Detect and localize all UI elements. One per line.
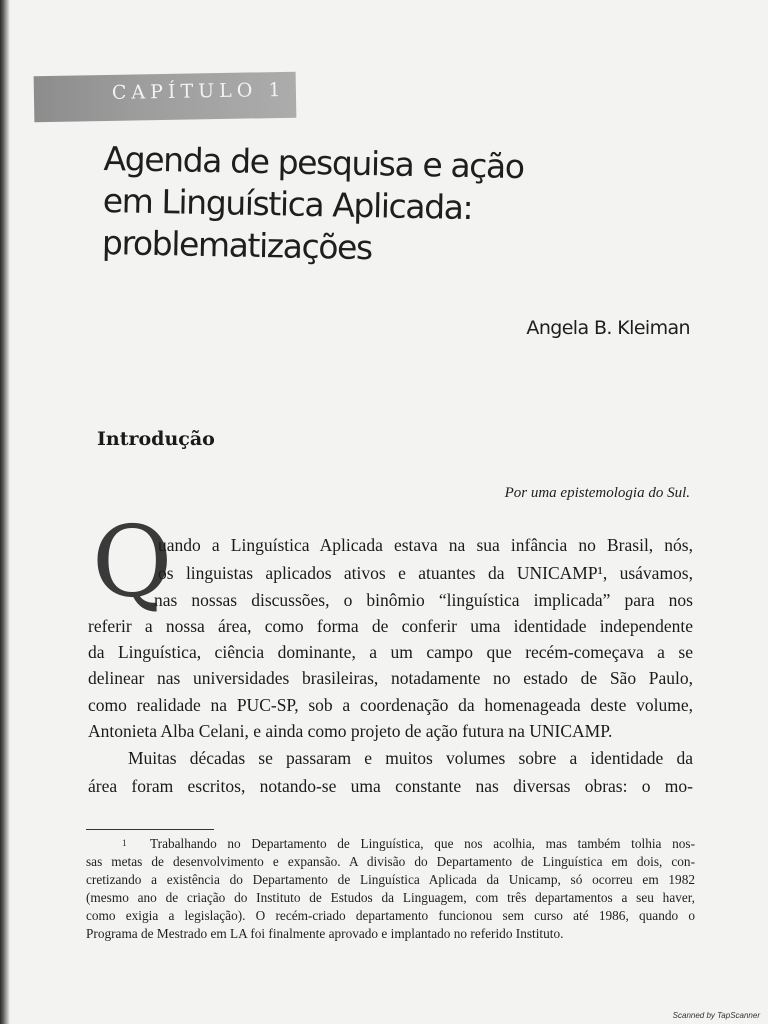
section-heading: Introdução — [97, 428, 215, 450]
body-text-line: referir a nossa área, como forma de conferir uma identidade independente — [88, 616, 693, 636]
body-text-line: uando a Linguística Aplicada estava na sua infância no Brasil, nós, — [158, 535, 693, 555]
footnote-line: Trabalhando no Departamento de Linguística, que nos acolhia, mas também tolhia nos- — [150, 836, 695, 851]
chapter-title — [102, 138, 664, 275]
epigraph: Por uma epistemologia do Sul. — [504, 485, 690, 501]
chapter-title-line-3: problematizações — [101, 222, 373, 268]
body-text-line: delinear nas universidades brasileiras, notadamente no estado de São Paulo, — [88, 668, 693, 688]
footnote-line: (mesmo ano de criação do Instituto de Estudos da Linguagem, com três departamentos a seu haver, — [86, 890, 695, 905]
author-name: Angela B. Kleiman — [526, 317, 690, 339]
footnote-line: Programa de Mestrado em LA foi finalmente aprovado e implantado no referido Instituto. — [86, 926, 564, 941]
body-text-line: Muitas décadas se passaram e muitos volumes sobre a identidade da — [128, 748, 693, 768]
footnote-line: cretizando a existência do Departamento de Linguística Aplicada da Unicamp, só ocorreu em 1982 — [86, 872, 695, 887]
body-text-line: os linguistas aplicados ativos e atuantes da UNICAMP¹, usávamos, — [158, 563, 693, 583]
footnote-line: como exigia a legislação). O recém-criado departamento funcionou sem curso até 1986, quando o — [86, 908, 695, 923]
page-edge-shadow — [0, 0, 10, 1024]
body-text-line: como realidade na PUC-SP, sob a coordenação da homenageada deste volume, — [88, 695, 693, 715]
scanner-watermark: Scanned by TapScanner — [672, 1011, 760, 1020]
body-text-line: área foram escritos, notando-se uma constante nas diversas obras: o mo- — [88, 776, 693, 796]
footnote-line: sas metas de desenvolvimento e expansão. A divisão do Departamento de Linguística em dois, con- — [86, 854, 695, 869]
drop-cap: Q — [92, 506, 173, 620]
body-text-line: Antonieta Alba Celani, e ainda como projeto de ação futura na UNICAMP. — [88, 721, 613, 741]
chapter-label: CAPÍTULO 1 — [111, 78, 286, 104]
chapter-title-line-1: Agenda de pesquisa e ação — [103, 138, 524, 187]
body-text-line: nas nossas discussões, o binômio “linguística implicada” para nos — [154, 590, 693, 610]
footnote-marker: 1 — [122, 838, 127, 848]
chapter-label-banner — [34, 72, 297, 123]
chapter-title-line-2: em Linguística Aplicada: — [102, 180, 473, 228]
body-text-line: da Linguística, ciência dominante, a um campo que recém-começava a se — [88, 642, 693, 662]
footnote-separator — [86, 829, 214, 830]
